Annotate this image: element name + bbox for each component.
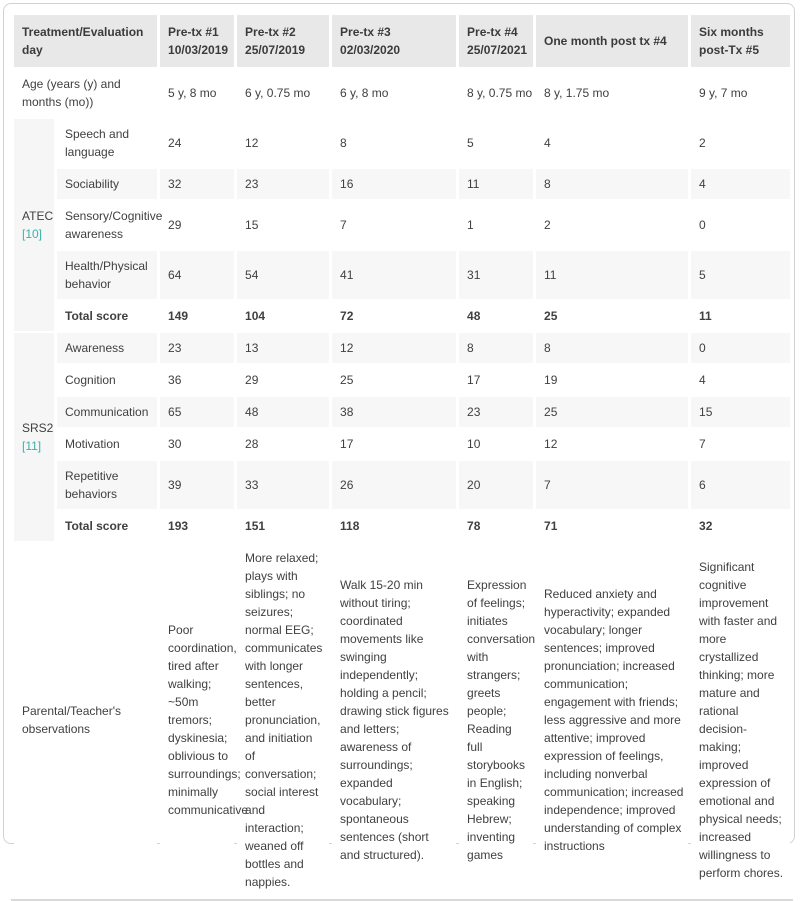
score-cell: 64: [160, 251, 234, 299]
score-cell: 29: [237, 365, 329, 395]
header-pretx3: Pre-tx #3 02/03/2020: [332, 15, 456, 67]
row-label: Repetitive behaviors: [57, 461, 157, 509]
header-pretx4: Pre-tx #4 25/07/2021: [459, 15, 533, 67]
score-cell: 8: [459, 333, 533, 363]
atec-health-row: [14, 251, 790, 299]
row-label: Sensory/Cognitive awareness: [57, 201, 157, 249]
observation-cell: Significant cognitive improvement with faster and more crystallized thinking; more mature and rational decision-making; improved expression of emotional and physical needs; increased willingness to perform chores.: [691, 543, 790, 897]
age-cell: 8 y, 1.75 mo: [536, 69, 688, 117]
score-cell: 25: [536, 397, 688, 427]
header-one-month-post: One month post tx #4: [536, 15, 688, 67]
score-cell: 6: [691, 461, 790, 509]
score-cell: 12: [332, 333, 456, 363]
observations-row: [14, 543, 790, 897]
score-cell: 11: [691, 301, 790, 331]
score-cell: 7: [332, 201, 456, 249]
age-cell: 9 y, 7 mo: [691, 69, 790, 117]
section-label-atec: [14, 119, 54, 331]
score-cell: 149: [160, 301, 234, 331]
header-treatment-day: Treatment/Evaluation day: [14, 15, 157, 67]
score-cell: 33: [237, 461, 329, 509]
srs2-communication-row: [14, 397, 790, 427]
score-cell: 71: [536, 511, 688, 541]
score-cell: 8: [536, 333, 688, 363]
row-label-total: Total score: [57, 511, 157, 541]
row-label: Health/Physical behavior: [57, 251, 157, 299]
score-cell: 118: [332, 511, 456, 541]
score-cell: 16: [332, 169, 456, 199]
score-cell: 36: [160, 365, 234, 395]
score-cell: 26: [332, 461, 456, 509]
score-cell: 38: [332, 397, 456, 427]
score-cell: 4: [691, 365, 790, 395]
observation-cell: Expression of feelings; initiates conversation with strangers; greets people; Reading full storybooks in English; speaking Hebrew; inventing games: [459, 543, 533, 897]
section-name: SRS2: [22, 421, 54, 435]
score-cell: 7: [691, 429, 790, 459]
row-label: Awareness: [57, 333, 157, 363]
srs2-repetitive-row: [14, 461, 790, 509]
page-frame: [3, 3, 795, 889]
row-label: Cognition: [57, 365, 157, 395]
score-cell: 19: [536, 365, 688, 395]
score-cell: 193: [160, 511, 234, 541]
score-cell: 23: [237, 169, 329, 199]
score-cell: 24: [160, 119, 234, 167]
score-cell: 25: [536, 301, 688, 331]
atec-sociability-row: [14, 169, 790, 199]
row-label: Speech and language: [57, 119, 157, 167]
observation-cell: Walk 15-20 min without tiring; coordinated movements like swinging independently; holding a pencil; drawing stick figures and letters; awareness of surroundings; expanded vocabulary; spontaneous sentences (short and structured).: [332, 543, 456, 897]
score-cell: 15: [691, 397, 790, 427]
atec-total-row: [14, 301, 790, 331]
evaluation-table: [11, 13, 793, 901]
score-cell: 15: [237, 201, 329, 249]
srs2-cognition-row: [14, 365, 790, 395]
score-cell: 104: [237, 301, 329, 331]
score-cell: 25: [332, 365, 456, 395]
score-cell: 17: [459, 365, 533, 395]
observation-cell: More relaxed; plays with siblings; no seizures; normal EEG; communicates with longer sentences, better pronunciation, and initiation of conversation; social interest and interaction; weaned off bottles and nappies.: [237, 543, 329, 897]
score-cell: 4: [536, 119, 688, 167]
age-cell: 6 y, 8 mo: [332, 69, 456, 117]
age-cell: 5 y, 8 mo: [160, 69, 234, 117]
score-cell: 8: [536, 169, 688, 199]
section-name: ATEC: [22, 209, 54, 223]
score-cell: 32: [160, 169, 234, 199]
srs2-awareness-row: [14, 333, 790, 363]
score-cell: 0: [691, 201, 790, 249]
score-cell: 23: [459, 397, 533, 427]
reference-link-11[interactable]: [11]: [22, 439, 42, 453]
score-cell: 2: [691, 119, 790, 167]
score-cell: 48: [237, 397, 329, 427]
score-cell: 151: [237, 511, 329, 541]
score-cell: 54: [237, 251, 329, 299]
header-pretx2: Pre-tx #2 25/07/2019: [237, 15, 329, 67]
observation-cell: Poor coordination, tired after walking; ~50m tremors; dyskinesia; oblivious to surroundings; minimally communicative: [160, 543, 234, 897]
score-cell: 7: [536, 461, 688, 509]
score-cell: 32: [691, 511, 790, 541]
score-cell: 78: [459, 511, 533, 541]
score-cell: 12: [536, 429, 688, 459]
reference-link-10[interactable]: [10]: [22, 227, 43, 241]
section-label-srs2: [14, 333, 54, 541]
score-cell: 39: [160, 461, 234, 509]
score-cell: 5: [459, 119, 533, 167]
score-cell: 2: [536, 201, 688, 249]
score-cell: 29: [160, 201, 234, 249]
age-cell: 6 y, 0.75 mo: [237, 69, 329, 117]
score-cell: 20: [459, 461, 533, 509]
srs2-total-row: [14, 511, 790, 541]
score-cell: 23: [160, 333, 234, 363]
score-cell: 8: [332, 119, 456, 167]
header-pretx1: Pre-tx #1 10/03/2019: [160, 15, 234, 67]
score-cell: 10: [459, 429, 533, 459]
row-label: Sociability: [57, 169, 157, 199]
observation-cell: Reduced anxiety and hyperactivity; expanded vocabulary; longer sentences; improved pronunciation; increased communication; engagement with friends; less aggressive and more attentive; improved expression of feelings, including nonverbal communication; increased independence; improved understanding of complex instructions: [536, 543, 688, 897]
row-label: Communication: [57, 397, 157, 427]
atec-sensory-row: [14, 201, 790, 249]
srs2-motivation-row: [14, 429, 790, 459]
row-label-age: Age (years (y) and months (mo)): [14, 69, 157, 117]
score-cell: 13: [237, 333, 329, 363]
score-cell: 11: [536, 251, 688, 299]
score-cell: 48: [459, 301, 533, 331]
score-cell: 0: [691, 333, 790, 363]
age-cell: 8 y, 0.75 mo: [459, 69, 533, 117]
score-cell: 28: [237, 429, 329, 459]
atec-speech-row: [14, 119, 790, 167]
score-cell: 12: [237, 119, 329, 167]
row-label: Motivation: [57, 429, 157, 459]
score-cell: 31: [459, 251, 533, 299]
score-cell: 11: [459, 169, 533, 199]
age-row: [14, 69, 790, 117]
score-cell: 17: [332, 429, 456, 459]
header-six-months-post: Six months post-Tx #5: [691, 15, 790, 67]
score-cell: 5: [691, 251, 790, 299]
header-row: [14, 15, 790, 67]
score-cell: 4: [691, 169, 790, 199]
score-cell: 30: [160, 429, 234, 459]
row-label-observations: Parental/Teacher's observations: [14, 543, 157, 897]
row-label-total: Total score: [57, 301, 157, 331]
score-cell: 72: [332, 301, 456, 331]
score-cell: 65: [160, 397, 234, 427]
score-cell: 1: [459, 201, 533, 249]
score-cell: 41: [332, 251, 456, 299]
